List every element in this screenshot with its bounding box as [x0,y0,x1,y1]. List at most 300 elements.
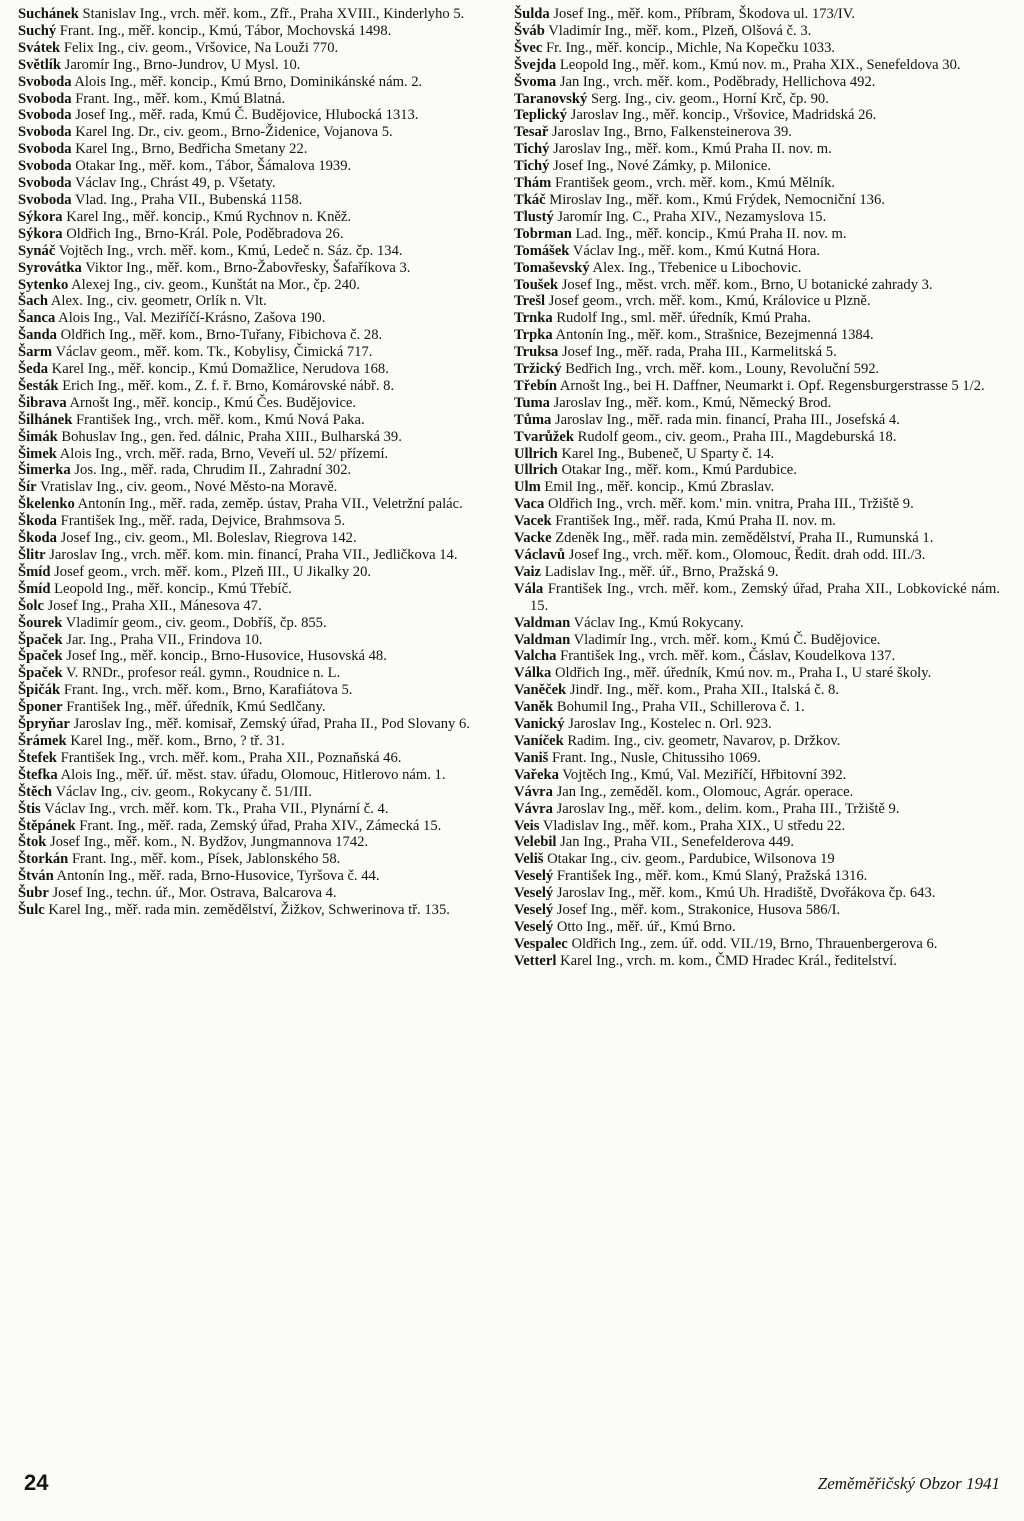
entry-surname: Valcha [514,648,557,665]
journal-title: Zeměměřičský Obzor 1941 [817,1474,1000,1493]
directory-entry [18,23,490,40]
directory-entry [18,851,490,868]
directory-entry [514,564,1000,581]
entry-details: Viktor Ing., měř. kom., Brno-Žabovřesky, Šafaříkova 3. [85,259,411,276]
directory-entry [514,479,1000,496]
entry-details: Karel Ing., Bubeneč, U Sparty č. 14. [561,445,775,462]
entry-details: Jaroslav Ing., měř. rada min. financí, Praha III., Josefská 4. [554,411,900,428]
entry-details: Otakar Ing., civ. geom., Pardubice, Wilsonova 19 [547,851,835,868]
entry-details: František Ing., měř. rada, Dejvice, Brahmsova 5. [60,513,346,530]
entry-surname: Tůma [514,411,552,428]
directory-entry [514,74,1000,91]
entry-details: Alois Ing., vrch. měř. rada, Brno, Veveří ul. 52/ přízemí. [59,445,389,462]
entry-surname: Vacke [514,530,552,547]
directory-entry [514,277,1000,294]
entry-details: František Ing., vrch. měř. kom., Praha XII., Poznaňská 46. [60,749,402,766]
entry-surname: Tichý [514,141,550,158]
entry-surname: Štěpánek [18,817,76,834]
directory-entry [18,564,490,581]
directory-entry [514,750,1000,767]
directory-entry [18,74,490,91]
entry-surname: Trešl [514,293,546,310]
entry-details: Jaroslav Ing., měř. kom., delim. kom., Praha III., Tržiště 9. [556,800,900,817]
entry-surname: Šibrava [18,394,67,411]
directory-entry [514,429,1000,446]
directory-entry [514,107,1000,124]
directory-entry [514,784,1000,801]
entry-details: Frant. Ing., měř. rada, Zemský úřad, Praha XIV., Zámecká 15. [79,817,442,834]
entry-details: Oldřich Ing., měř. kom., Brno-Tuřany, Fibichova č. 28. [60,327,383,344]
entry-surname: Škoda [18,530,57,547]
entry-surname: Tuma [514,394,550,411]
entry-details: Josef Ing., měř. kom., Příbram, Škodova ul. 173/IV. [553,6,856,22]
entry-surname: Valdman [514,631,571,648]
entry-surname: Šimák [18,428,58,445]
entry-details: Jaroslav Ing., Brno, Falkensteinerova 39. [551,124,792,141]
directory-entry [514,446,1000,463]
directory-entry [18,784,490,801]
directory-entry [514,919,1000,936]
page-number: 24 [24,1470,49,1495]
directory-entry [18,479,490,496]
entry-details: Alexej Ing., civ. geom., Kunštát na Mor., čp. 240. [71,276,360,293]
entry-surname: Veselý [514,918,554,935]
entry-surname: Sýkora [18,225,63,242]
entry-surname: Štěch [18,783,53,800]
entry-surname: Syrovátka [18,259,82,276]
entry-details: Josef Ing., měř. rada, Kmú Č. Budějovice, Hlubocká 1313. [75,107,419,124]
entry-details: Karel Ing., měř. rada min. zemědělství, Žižkov, Schwerinova tř. 135. [48,902,450,919]
entry-surname: Štefek [18,749,57,766]
entry-details: Alois Ing., měř. koncip., Kmú Brno, Dominikánské nám. 2. [74,73,423,90]
entry-details: Jaroslav Ing., měř. komisař, Zemský úřad, Praha II., Pod Slovany 6. [73,716,470,733]
entry-details: Josef geom., vrch. měř. kom., Kmú, Královice u Plzně. [548,293,871,310]
entry-details: Alex. Ing., Třebenice u Libochovic. [592,259,802,276]
entry-surname: Svoboda [18,73,72,90]
entry-surname: Tichý [514,158,550,175]
entry-details: Oldřich Ing., vrch. měř. kom.' min. vnitra, Praha III., Tržiště 9. [547,496,914,513]
entry-surname: Vaiz [514,563,542,580]
directory-entry [18,665,490,682]
entry-details: František Ing., vrch. měř. kom., Čáslav, Koudelkova 137. [560,648,896,665]
directory-entry [514,953,1000,970]
entry-details: Jos. Ing., měř. rada, Chrudim II., Zahradní 302. [74,462,352,479]
entry-surname: Vaniš [514,749,549,766]
entry-details: Josef Ing., vrch. měř. kom., Olomouc, Ředit. drah odd. III./3. [568,547,926,563]
entry-details: Josef Ing., měř. koncip., Brno-Husovice, Husovská 48. [66,648,387,665]
entry-details: Bohumil Ing., Praha VII., Schillerova č. 1. [556,699,805,716]
entry-surname: Štok [18,834,47,851]
directory-entry [514,902,1000,919]
entry-details: Václav Ing., vrch. měř. kom. Tk., Praha VII., Plynární č. 4. [44,800,389,817]
directory-entry [514,260,1000,277]
entry-surname: Škelenko [18,496,75,513]
entry-surname: Veselý [514,868,554,885]
entry-details: Jindř. Ing., měř. kom., Praha XII., Italská č. 8. [569,682,839,699]
entry-surname: Šubr [18,885,49,902]
directory-entry [18,632,490,649]
entry-surname: Štefka [18,766,58,783]
entry-details: Jaroslav Ing., měř. kom., Kmú Uh. Hradiště, Dvořákova čp. 643. [556,885,936,902]
entry-surname: Šach [18,293,49,310]
entry-details: Vlad. Ing., Praha VII., Bubenská 1158. [74,191,303,208]
entry-surname: Toušek [514,276,559,293]
directory-entry [514,733,1000,750]
entry-details: Václav Ing., Chrást 49, p. Všetaty. [74,175,276,192]
directory-entry [18,615,490,632]
entry-details: Vojtěch Ing., vrch. měř. kom., Kmú, Ledeč n. Sáz. čp. 134. [58,242,403,259]
entry-surname: Vaca [514,496,545,513]
entry-surname: Svoboda [18,141,72,158]
directory-entry [514,124,1000,141]
entry-details: Frant. Ing., Nusle, Chitussiho 1069. [552,749,761,766]
directory-entry [18,158,490,175]
entry-surname: Šulda [514,6,550,22]
directory-entry [514,57,1000,74]
entry-details: Arnošt Ing., měř. koncip., Kmú Čes. Budějovice. [69,394,357,411]
entry-surname: Tomášek [514,242,570,259]
entry-details: Emil Ing., měř. koncip., Kmú Zbraslav. [544,479,775,496]
entry-details: Vladimír Ing., měř. kom., Plzeň, Olšová č. 3. [548,22,812,39]
directory-entry [18,429,490,446]
directory-entry [18,344,490,361]
entry-details: Rudolf Ing., sml. měř. úředník, Kmú Praha. [556,310,811,327]
entry-surname: Suchý [18,22,57,39]
directory-entry [514,226,1000,243]
entry-surname: Šilhánek [18,411,73,428]
directory-entry [514,834,1000,851]
entry-surname: Vaněček [514,682,567,699]
entry-details: František Ing., měř. úředník, Kmú Sedlčany. [66,699,326,716]
directory-entry [18,818,490,835]
directory-entry [514,615,1000,632]
entry-details: Alex. Ing., civ. geometr, Orlík n. Vlt. [50,293,267,310]
right-column [514,6,1000,970]
entry-details: Radim. Ing., civ. geometr, Navarov, p. Držkov. [567,732,841,749]
entry-details: Vladislav Ing., měř. kom., Praha XIX., U středu 22. [542,817,846,834]
entry-details: Karel Ing., vrch. m. kom., ČMD Hradec Král., ředitelství. [560,952,897,969]
entry-details: Otakar Ing., měř. kom., Kmú Pardubice. [561,462,797,479]
directory-entry [18,530,490,547]
entry-surname: Svoboda [18,90,72,107]
entry-surname: Ullrich [514,462,558,479]
page-footer [24,1470,1000,1500]
entry-surname: Vespalec [514,935,568,952]
entry-details: Leopold Ing., měř. kom., Kmú nov. m., Praha XIX., Senefeldova 30. [559,56,961,73]
entry-surname: Suchánek [18,6,79,22]
entry-details: Serg. Ing., civ. geom., Horní Krč, čp. 90. [590,90,829,107]
entry-details: Josef Ing., techn. úř., Mor. Ostrava, Balcarova 4. [52,885,337,902]
entry-surname: Ullrich [514,445,558,462]
directory-entry [514,395,1000,412]
directory-entry [18,733,490,750]
entry-details: Lad. Ing., měř. koncip., Kmú Praha II. nov. m. [575,225,847,242]
entry-details: Vratislav Ing., civ. geom., Nové Město-na Moravě. [40,479,338,496]
entry-surname: Ulm [514,479,541,496]
entry-surname: Šír [18,479,37,496]
entry-details: František Ing., vrch. měř. kom., Kmú Nová Paka. [76,411,365,428]
directory-entry [514,40,1000,57]
entry-details: Jaromír Ing. C., Praha XIV., Nezamyslova 15. [557,208,827,225]
entry-surname: Vacek [514,513,552,530]
entry-surname: Válka [514,665,552,682]
directory-entry [18,598,490,615]
entry-surname: Tobrman [514,225,572,242]
entry-surname: Trnka [514,310,553,327]
entry-details: Jaroslav Ing., měř. kom., Kmú Praha II. nov. m. [553,141,832,158]
entry-details: Bohuslav Ing., gen. řed. dálnic, Praha XIII., Bulharská 39. [61,428,402,445]
entry-surname: Šanda [18,327,57,344]
entry-details: Jaroslav Ing., měř. kom., Kmú, Německý Brod. [553,394,832,411]
directory-entry [514,547,1000,564]
entry-surname: Veselý [514,885,554,902]
directory-entry [514,141,1000,158]
entry-surname: Šimek [18,445,57,462]
entry-details: Antonín Ing., měř. kom., Strašnice, Bezejmenná 1384. [555,327,874,344]
entry-surname: Sýkora [18,208,63,225]
directory-entry [514,158,1000,175]
entry-details: František Ing., měř. kom., Kmú Slaný, Pražská 1316. [556,868,868,885]
directory-entry [18,277,490,294]
entry-surname: Valdman [514,614,571,631]
entry-details: Karel Ing., měř. koncip., Kmú Domažlice, Nerudova 168. [51,361,389,378]
directory-entry [18,699,490,716]
entry-surname: Švoma [514,73,557,90]
directory-entry [514,378,1000,395]
entry-details: Josef Ing., civ. geom., Ml. Boleslav, Riegrova 142. [60,530,357,547]
directory-entry [18,750,490,767]
entry-details: Vojtěch Ing., Kmú, Val. Meziříčí, Hřbitovní 392. [562,766,847,783]
entry-surname: Šponer [18,699,63,716]
directory-entry [18,107,490,124]
entry-surname: Šlitr [18,547,46,563]
directory-entry [514,192,1000,209]
entry-details: Bedřich Ing., vrch. měř. kom., Louny, Revoluční 592. [565,361,880,378]
entry-details: Josef Ing., Praha XII., Mánesova 47. [47,597,262,614]
entry-details: Václav Ing., Kmú Rokycany. [573,614,744,631]
entry-surname: Vetterl [514,952,557,969]
entry-details: Vladimír Ing., vrch. měř. kom., Kmú Č. Budějovice. [573,631,881,648]
directory-entry [514,868,1000,885]
entry-details: Oldřich Ing., Brno-Král. Pole, Poděbradova 26. [66,225,344,242]
entry-surname: Šesták [18,377,59,394]
entry-details: Josef Ing., měř. kom., N. Bydžov, Jungmannova 1742. [50,834,369,851]
directory-entry [18,716,490,733]
directory-entry [18,682,490,699]
entry-surname: Tkáč [514,191,546,208]
entry-details: Karel Ing., Brno, Bedřicha Smetany 22. [75,141,308,158]
directory-entry [514,175,1000,192]
entry-surname: Šmíd [18,580,51,597]
entry-details: Jan Ing., zeměděl. kom., Olomouc, Agrár. operace. [556,783,854,800]
directory-entry [18,91,490,108]
entry-surname: Truksa [514,344,559,361]
directory-entry [514,496,1000,513]
entry-surname: Tesař [514,124,549,141]
entry-details: Stanislav Ing., vrch. měř. kom., Zfř., Praha XVIII., Kinderlyho 5. [82,6,465,22]
entry-surname: Špaček [18,665,63,682]
entry-surname: Špaček [18,648,63,665]
entry-surname: Šváb [514,22,545,39]
entry-surname: Šulc [18,902,45,919]
entry-surname: Škoda [18,513,57,530]
directory-entry [514,91,1000,108]
entry-details: V. RNDr., profesor reál. gymn., Roudnice n. L. [66,665,341,682]
entry-surname: Štorkán [18,851,69,868]
directory-entry [18,243,490,260]
entry-details: Zdeněk Ing., měř. rada min. zemědělství, Praha II., Rumunská 1. [555,530,934,547]
directory-entry [514,462,1000,479]
directory-entry [18,446,490,463]
directory-entry [514,23,1000,40]
entry-surname: Vála [514,580,544,597]
entry-surname: Vaníček [514,732,564,749]
entry-surname: Šeda [18,361,49,378]
directory-entry [514,885,1000,902]
entry-surname: Svoboda [18,124,72,141]
directory-entry [18,124,490,141]
entry-details: Alois Ing., Val. Meziříčí-Krásno, Zašova 190. [58,310,326,327]
directory-entry [18,141,490,158]
entry-details: Jar. Ing., Praha VII., Frindova 10. [66,631,263,648]
entry-surname: Tlustý [514,208,554,225]
entry-details: Arnošt Ing., bei H. Daffner, Neumarkt i. Opf. Regensburgerstrasse 5 1/2. [559,377,985,394]
directory-entry [18,767,490,784]
directory-entry [514,801,1000,818]
entry-surname: Vanický [514,716,565,733]
entry-details: Vladimír geom., civ. geom., Dobříš, čp. 855. [65,614,327,631]
entry-surname: Tvarůžek [514,428,574,445]
entry-details: Oldřich Ing., zem. úř. odd. VII./19, Brno, Thrauenbergerova 6. [571,935,938,952]
entry-surname: Tržický [514,361,562,378]
directory-entry [18,885,490,902]
entry-details: Felix Ing., civ. geom., Vršovice, Na Louži 770. [63,39,339,56]
directory-entry [18,209,490,226]
directory-entry [514,209,1000,226]
entry-surname: Veselý [514,902,554,919]
entry-details: Antonín Ing., měř. rada, Brno-Husovice, Tyršova č. 44. [56,868,380,885]
entry-details: Josef Ing., měst. vrch. měř. kom., Brno, U botanické zahrady 3. [561,276,933,293]
entry-details: Frant. Ing., měř. koncip., Kmú, Tábor, Mochovská 1498. [59,22,392,39]
directory-entry [18,513,490,530]
directory-entry [18,310,490,327]
entry-surname: Svoboda [18,175,72,192]
entry-details: Václav Ing., civ. geom., Rokycany č. 51/III. [55,783,312,800]
entry-surname: Synáč [18,242,56,259]
entry-details: Frant. Ing., měř. kom., Kmú Blatná. [75,90,286,107]
entry-details: Rudolf geom., civ. geom., Praha III., Magdeburská 18. [577,428,897,445]
directory-entry [18,412,490,429]
entry-surname: Šolc [18,597,44,614]
directory-entry [18,547,490,564]
directory-entry [514,818,1000,835]
directory-entry [18,226,490,243]
entry-surname: Svoboda [18,107,72,124]
directory-entry [18,581,490,598]
entry-surname: Tomaševský [514,259,590,276]
directory-entry [514,851,1000,868]
entry-surname: Vávra [514,800,553,817]
entry-details: Miroslav Ing., měř. kom., Kmú Frýdek, Nemocniční 136. [549,191,885,208]
directory-entry [514,344,1000,361]
directory-entry [18,868,490,885]
entry-details: Oldřich Ing., měř. úředník, Kmú nov. m., Praha I., U staré školy. [554,665,932,682]
entry-details: Jan Ing., vrch. měř. kom., Poděbrady, Hellichova 492. [559,73,876,90]
directory-entry [18,902,490,919]
directory-entry [18,834,490,851]
entry-details: Jaroslav Ing., Kostelec n. Orl. 923. [568,716,772,733]
entry-surname: Šarm [18,344,53,361]
entry-details: Josef Ing., měř. kom., Strakonice, Husova 586/I. [556,902,841,919]
entry-surname: Taranovský [514,90,588,107]
entry-details: Frant. Ing., vrch. měř. kom., Brno, Karafiátova 5. [63,682,353,699]
directory-entry [18,496,490,513]
directory-entry [514,412,1000,429]
entry-surname: Špičák [18,682,61,699]
entry-details: Frant. Ing., měř. kom., Písek, Jablonského 58. [71,851,341,868]
entry-surname: Švejda [514,56,557,73]
directory-entry [18,293,490,310]
directory-entry [514,513,1000,530]
entry-details: Antonín Ing., měř. rada, zeměp. ústav, Praha VII., Veletržní palác. [77,496,463,513]
entry-surname: Veliš [514,851,544,868]
entry-surname: Svoboda [18,191,72,208]
entry-surname: Trpka [514,327,553,344]
directory-entry [514,581,1000,615]
directory-entry [514,716,1000,733]
entry-details: Josef geom., vrch. měř. kom., Plzeň III., U Jikalky 20. [54,563,372,580]
directory-entry [514,361,1000,378]
entry-surname: Špryňar [18,716,70,733]
directory-entry [514,530,1000,547]
directory-entry [18,260,490,277]
entry-surname: Vaněk [514,699,554,716]
entry-surname: Třebín [514,377,557,394]
entry-surname: Šmíd [18,563,51,580]
entry-details: Fr. Ing., měř. koncip., Michle, Na Kopečku 1033. [546,39,836,56]
entry-surname: Šourek [18,614,63,631]
entry-surname: Svátek [18,39,61,56]
entry-surname: Sytenko [18,276,69,293]
entry-surname: Šimerka [18,462,71,479]
entry-details: Josef Ing., měř. rada, Praha III., Karmelitská 5. [562,344,837,361]
entry-surname: Šrámek [18,732,67,749]
entry-details: František Ing., měř. rada, Kmú Praha II. nov. m. [555,513,836,530]
entry-surname: Velebil [514,834,557,851]
entry-surname: Šanca [18,310,56,327]
entry-surname: Svoboda [18,158,72,175]
directory-entry [18,378,490,395]
entry-details: Leopold Ing., měř. koncip., Kmú Třebíč. [54,580,292,597]
entry-surname: Vařeka [514,766,559,783]
directory-entry [514,665,1000,682]
directory-entry [514,632,1000,649]
left-column [18,6,490,919]
entry-surname: Světlík [18,56,61,73]
entry-details: Jaroslav Ing., vrch. měř. kom. min. financí, Praha VII., Jedličkova 14. [49,547,458,563]
directory-entry [514,293,1000,310]
entry-surname: Teplický [514,107,567,124]
directory-entry [18,801,490,818]
directory-entry [514,682,1000,699]
entry-surname: Štván [18,868,54,885]
entry-details: Alois Ing., měř. úř. měst. stav. úřadu, Olomouc, Hitlerovo nám. 1. [60,766,446,783]
directory-entry [514,699,1000,716]
directory-entry [18,192,490,209]
directory-entry [18,462,490,479]
directory-entry [18,6,490,23]
directory-entry [514,243,1000,260]
